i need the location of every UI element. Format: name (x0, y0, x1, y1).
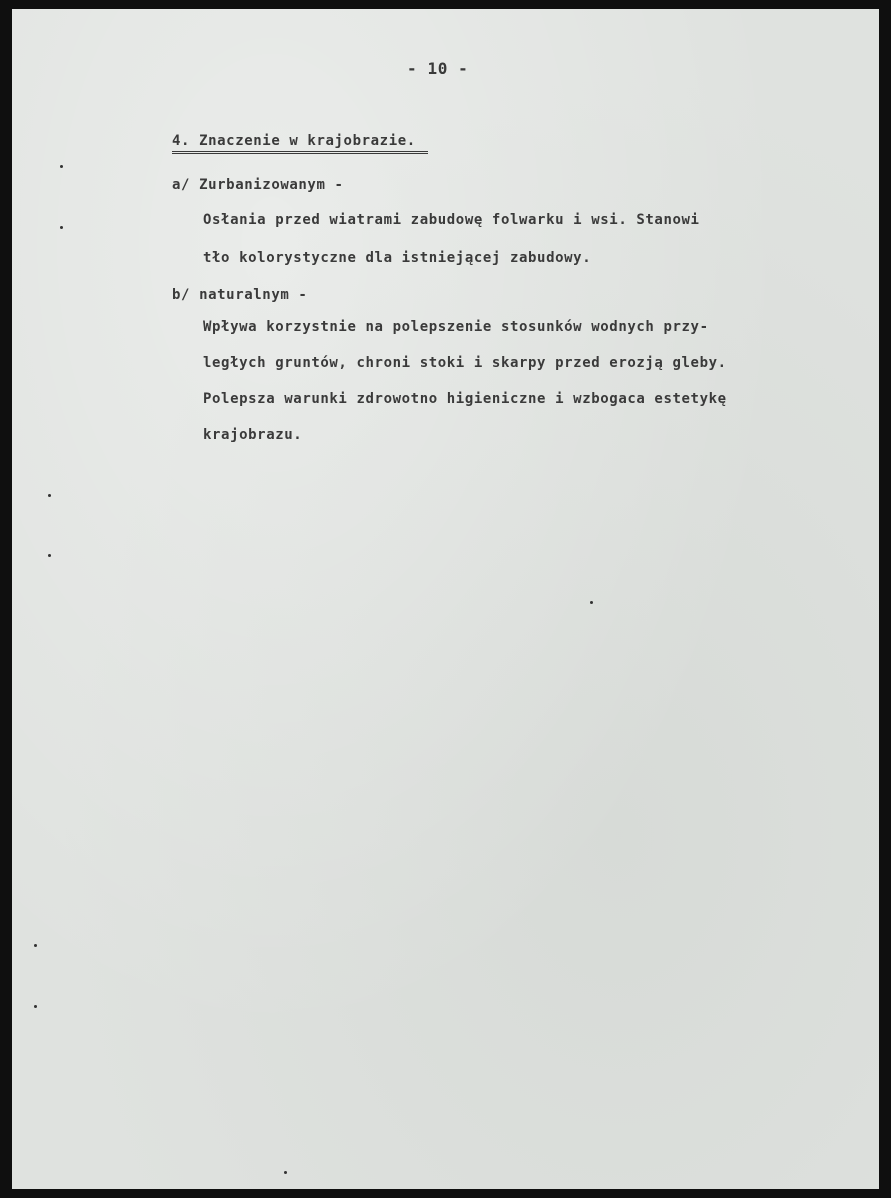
margin-dot (590, 601, 593, 604)
margin-dot (284, 1171, 287, 1174)
section-heading: 4. Znaczenie w krajobrazie. (172, 133, 428, 154)
item-b-text-line: krajobrazu. (203, 427, 303, 443)
document-page (12, 9, 879, 1189)
margin-dot (48, 494, 51, 497)
margin-dot (34, 944, 37, 947)
item-a-text-line: Osłania przed wiatrami zabudowę folwarku i wsi. Stanowi (203, 212, 700, 228)
item-b-text-line: ległych gruntów, chroni stoki i skarpy przed erozją gleby. (203, 355, 727, 371)
margin-dot (48, 554, 51, 557)
item-b-text-line: Polepsza warunki zdrowotno higieniczne i wzbogaca estetykę (203, 391, 727, 407)
margin-dot (34, 1005, 37, 1008)
margin-dot (60, 226, 63, 229)
item-a-label: a/ Zurbanizowanym - (172, 177, 344, 193)
page-number: - 10 - (407, 59, 469, 78)
item-a-text-line: tło kolorystyczne dla istniejącej zabudowy. (203, 250, 592, 266)
margin-dot (60, 165, 63, 168)
item-b-text-line: Wpływa korzystnie na polepszenie stosunków wodnych przy- (203, 319, 709, 335)
item-b-label: b/ naturalnym - (172, 287, 308, 303)
